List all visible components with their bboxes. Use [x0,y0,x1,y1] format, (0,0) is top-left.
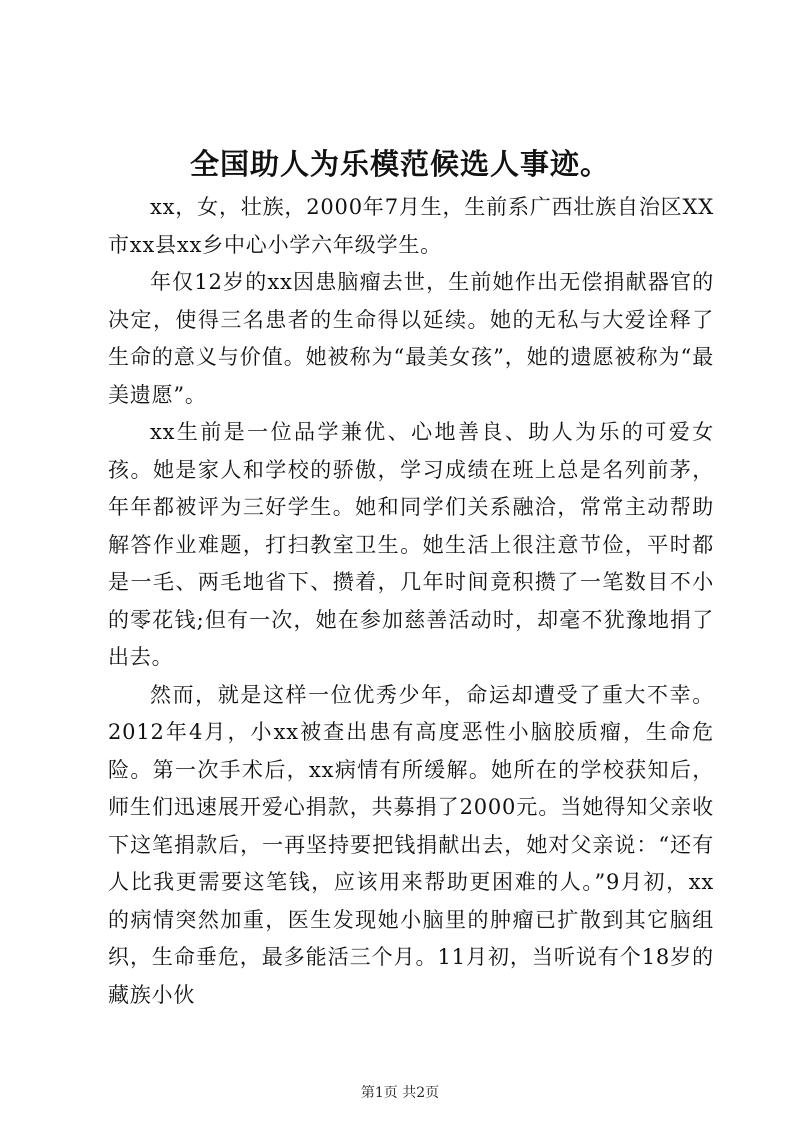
document-body [108,189,714,1014]
page-footer: 第1页 共2页 [360,1085,440,1101]
paragraph-4: 然而，就是这样一位优秀少年，命运却遭受了重大不幸。2012年4月，小xx被查出患有高度恶性小脑胶质瘤，生命危险。第一次手术后，xx病情有所缓解。她所在的学校获知后，师生们迅速展开爱心捐款，共募捐了2000元。当她得知父亲收下这笔捐款后，一再坚持要把钱捐献出去，她对父亲说：“还有人比我更需要这笔钱，应该用来帮助更困难的人。”9月初，xx的病情突然加重，医生发现她小脑里的肿瘤已扩散到其它脑组织，生命垂危，最多能活三个月。11月初，当听说有个18岁的藏族小伙 [108,682,714,1007]
paragraph-1: xx，女，壮族，2000年7月生，生前系广西壮族自治区XX市xx县xx乡中心小学六年级学生。 [108,195,714,257]
paragraph-3: xx生前是一位品学兼优、心地善良、助人为乐的可爱女孩。她是家人和学校的骄傲，学习成绩在班上总是名列前茅，年年都被评为三好学生。她和同学们关系融洽，常常主动帮助解答作业难题，打扫教室卫生。她生活上很注意节俭，平时都是一毛、两毛地省下、攒着，几年时间竟积攒了一笔数目不小的零花钱;但有一次，她在参加慈善活动时，却毫不犹豫地捐了出去。 [108,420,714,669]
document-title: 全国助人为乐模范候选人事迹。 [189,147,610,181]
paragraph-2: 年仅12岁的xx因患脑瘤去世，生前她作出无偿捐献器官的决定，使得三名患者的生命得以延续。她的无私与大爱诠释了生命的意义与价值。她被称为“最美女孩”，她的遗愿被称为“最美遗愿”。 [108,270,714,407]
